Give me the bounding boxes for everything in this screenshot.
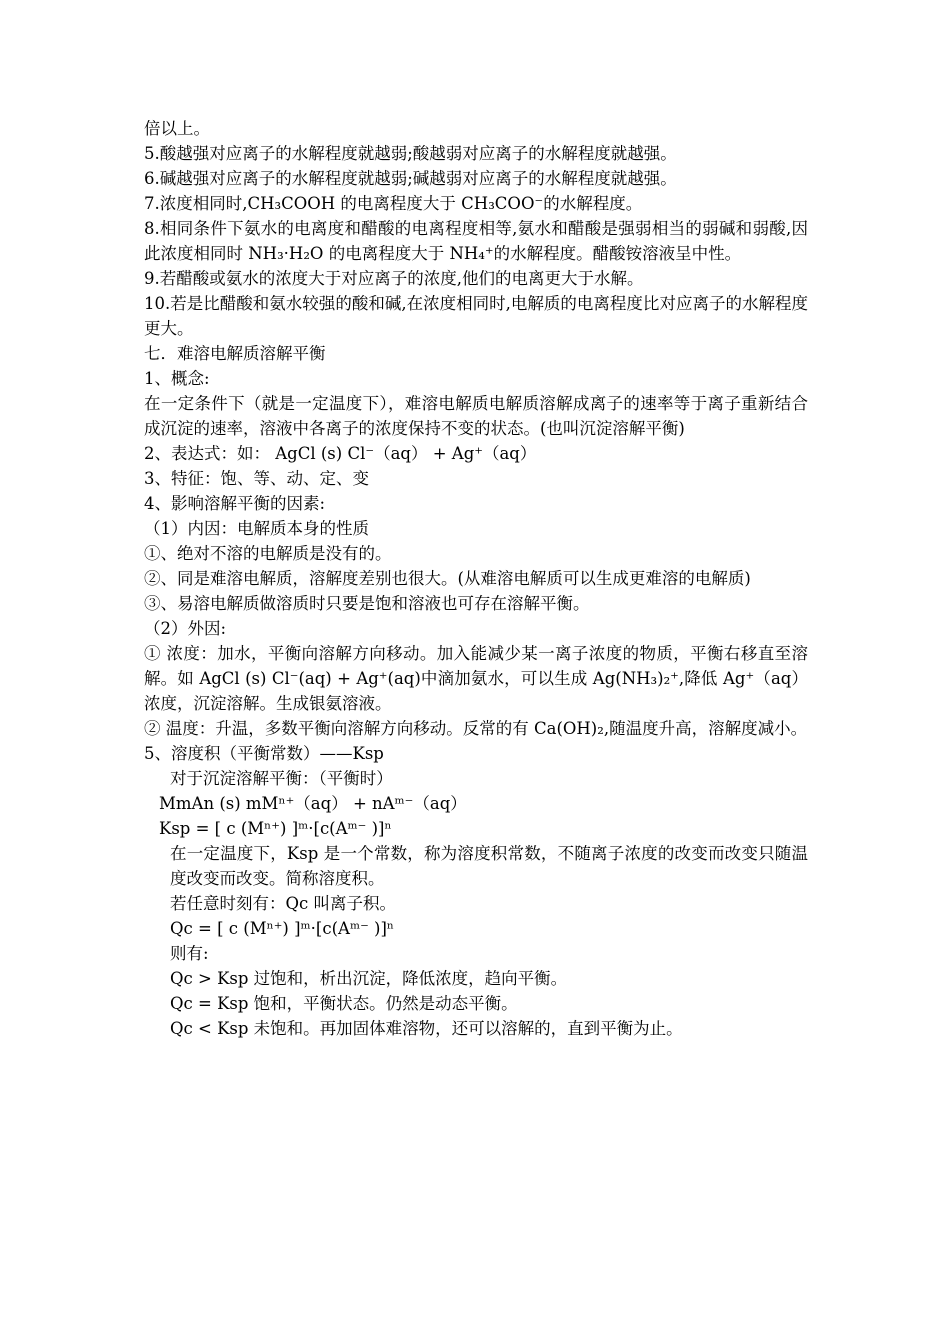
formula-line: Qc = [ c (Mⁿ⁺) ]ᵐ·[c(Aᵐ⁻ )]ⁿ bbox=[170, 919, 395, 938]
text-paragraph: 8.相同条件下氨水的电离度和醋酸的电离程度相等,氨水和醋酸是强弱相当的弱碱和弱酸,因此浓度相同时 NH₃·H₂O 的电离程度大于 NH₄⁺的水解程度。醋酸铵溶液呈中性。 bbox=[144, 219, 808, 263]
formula-line: Ksp = [ c (Mⁿ⁺) ]ᵐ·[c(Aᵐ⁻ )]ⁿ bbox=[159, 819, 392, 838]
text-paragraph: ① 浓度：加水，平衡向溶解方向移动。加入能减少某一离子浓度的物质，平衡右移直至溶解。如 AgCl (s) Cl⁻(aq) + Ag⁺(aq)中滴加氨水，可以生成 Ag(NH₃)₂⁺,降低 Ag⁺（aq）浓度，沉淀溶解。生成银氨溶液。 bbox=[144, 644, 808, 713]
text-line: ③、易溶电解质做溶质时只要是饱和溶液也可存在溶解平衡。 bbox=[144, 594, 590, 613]
section-heading: 七．难溶电解质溶解平衡 bbox=[144, 344, 326, 363]
text-line: 对于沉淀溶解平衡：（平衡时） bbox=[170, 769, 393, 788]
text-line: 3、特征：饱、等、动、定、变 bbox=[144, 469, 369, 488]
text-line: ①、绝对不溶的电解质是没有的。 bbox=[144, 544, 392, 563]
formula-line: MmAn (s) mMⁿ⁺（aq） + nAᵐ⁻（aq） bbox=[159, 794, 467, 813]
text-line: 2、表达式：如： AgCl (s) Cl⁻（aq） + Ag⁺（aq） bbox=[144, 444, 537, 463]
text-line: 4、影响溶解平衡的因素: bbox=[144, 494, 326, 513]
text-line: 则有: bbox=[170, 944, 209, 963]
text-paragraph: 在一定条件下（就是一定温度下），难溶电解质电解质溶解成离子的速率等于离子重新结合成沉淀的速率，溶液中各离子的浓度保持不变的状态。(也叫沉淀溶解平衡) bbox=[144, 394, 808, 438]
text-paragraph: 10.若是比醋酸和氨水较强的酸和碱,在浓度相同时,电解质的电离程度比对应离子的水解程度更大。 bbox=[144, 294, 808, 338]
text-paragraph: 在一定温度下，Ksp 是一个常数，称为溶度积常数，不随离子浓度的改变而改变只随温度改变而改变。简称溶度积。 bbox=[170, 844, 808, 888]
text-line: （1）内因：电解质本身的性质 bbox=[144, 519, 369, 538]
text-line: 6.碱越强对应离子的水解程度就越弱;碱越弱对应离子的水解程度就越强。 bbox=[144, 169, 677, 188]
text-paragraph: ② 温度：升温，多数平衡向溶解方向移动。反常的有 Ca(OH)₂,随温度升高，溶解度减小。 bbox=[144, 719, 808, 738]
text-line: 7.浓度相同时,CH₃COOH 的电离程度大于 CH₃COO⁻的水解程度。 bbox=[144, 194, 643, 213]
text-line: 1、概念: bbox=[144, 369, 210, 388]
text-line: Qc = Ksp 饱和，平衡状态。仍然是动态平衡。 bbox=[170, 994, 518, 1013]
text-line: 若任意时刻有：Qc 叫离子积。 bbox=[170, 894, 397, 913]
text-line: Qc > Ksp 过饱和，析出沉淀，降低浓度，趋向平衡。 bbox=[170, 969, 568, 988]
text-line: 5、溶度积（平衡常数）——Ksp bbox=[144, 744, 384, 763]
text-line: 5.酸越强对应离子的水解程度就越弱;酸越弱对应离子的水解程度就越强。 bbox=[144, 144, 677, 163]
document-body bbox=[144, 116, 808, 1041]
text-line: 9.若醋酸或氨水的浓度大于对应离子的浓度,他们的电离更大于水解。 bbox=[144, 269, 644, 288]
text-line: （2）外因: bbox=[144, 619, 227, 638]
text-paragraph: ②、同是难溶电解质，溶解度差别也很大。(从难溶电解质可以生成更难溶的电解质) bbox=[144, 569, 751, 588]
text-line: Qc < Ksp 未饱和。再加固体难溶物，还可以溶解的，直到平衡为止。 bbox=[170, 1019, 683, 1038]
text-line: 倍以上。 bbox=[144, 119, 210, 138]
